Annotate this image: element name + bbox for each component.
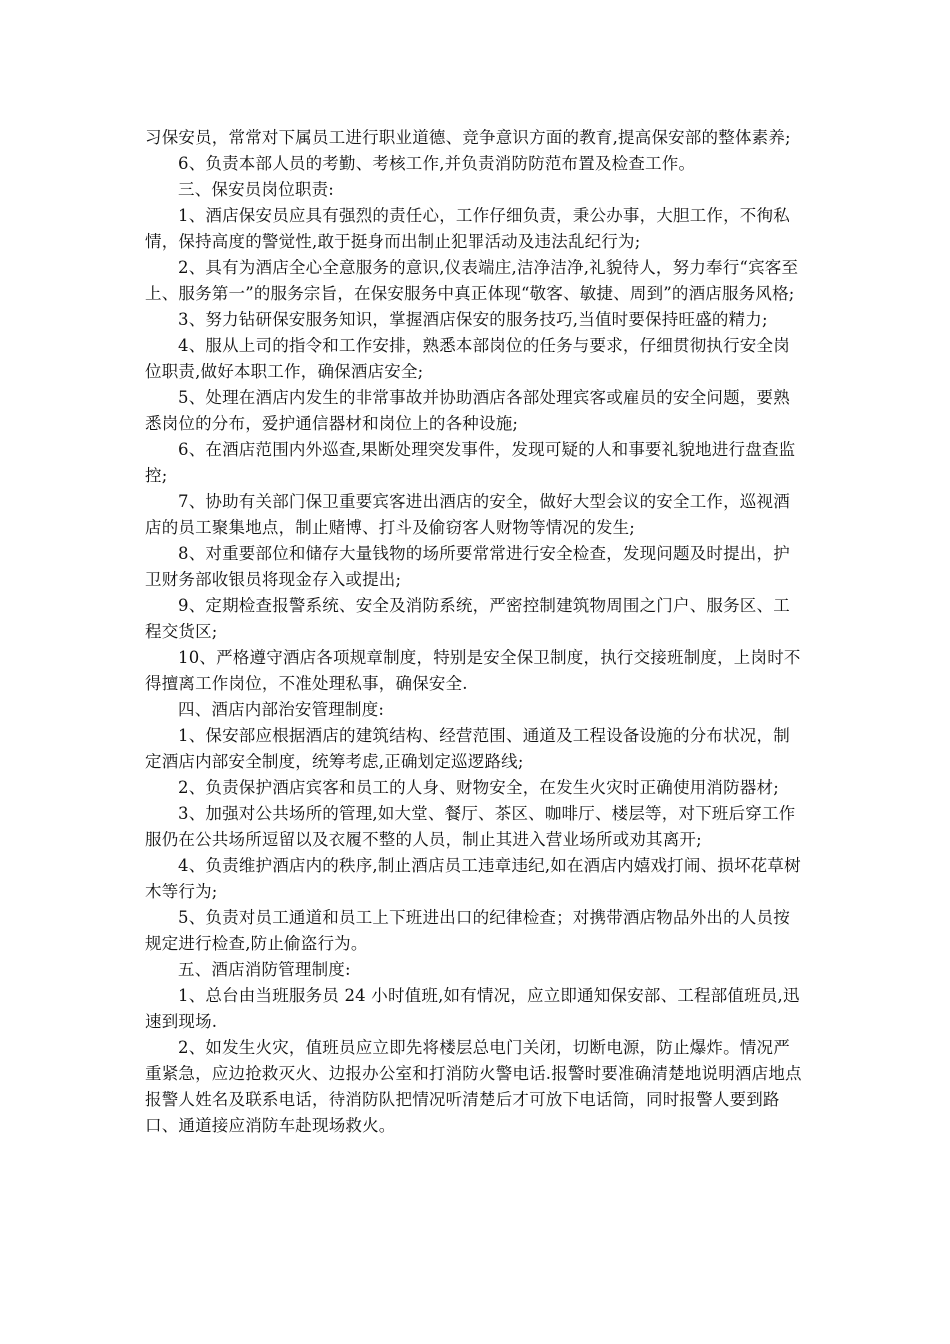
paragraph: 四、酒店内部治安管理制度: bbox=[178, 700, 385, 719]
paragraph: 9、定期检查报警系统、安全及消防系统，严密控制建筑物周围之门户、服务区、工程交货区; bbox=[145, 596, 790, 641]
paragraph: 1、总台由当班服务员 24 小时值班,如有情况，应立即通知保安部、工程部值班员,迅速到现场. bbox=[145, 986, 800, 1031]
paragraph: 2、具有为酒店全心全意服务的意识,仪表端庄,洁净洁净,礼貌待人，努力奉行“宾客至上、服务第一”的服务宗旨，在保安服务中真正体现“敬客、敏捷、周到”的酒店服务风格; bbox=[145, 258, 799, 303]
paragraph: 1、酒店保安员应具有强烈的责任心，工作仔细负责，秉公办事，大胆工作，不徇私情，保持高度的警觉性,敢于挺身而出制止犯罪活动及违法乱纪行为; bbox=[145, 206, 790, 251]
paragraph: 1、保安部应根据酒店的建筑结构、经营范围、通道及工程设备设施的分布状况，制定酒店内部安全制度，统筹考虑,正确划定巡逻路线; bbox=[145, 726, 790, 771]
paragraph: 8、对重要部位和储存大量钱物的场所要常常进行安全检查，发现问题及时提出，护卫财务部收银员将现金存入或提出; bbox=[145, 544, 790, 589]
paragraph: 五、酒店消防管理制度: bbox=[178, 960, 351, 979]
paragraph: 三、保安员岗位职责: bbox=[178, 180, 335, 199]
paragraph: 4、负责维护酒店内的秩序,制止酒店员工违章违纪,如在酒店内嬉戏打闹、损坏花草树木等行为; bbox=[145, 856, 801, 901]
document-body bbox=[145, 125, 805, 1139]
paragraph: 7、协助有关部门保卫重要宾客进出酒店的安全，做好大型会议的安全工作，巡视酒店的员工聚集地点，制止赌博、打斗及偷窃客人财物等情况的发生; bbox=[145, 492, 790, 537]
paragraph: 6、负责本部人员的考勤、考核工作,并负责消防防范布置及检查工作。 bbox=[178, 154, 696, 173]
paragraph: 3、加强对公共场所的管理,如大堂、餐厅、茶区、咖啡厅、楼层等，对下班后穿工作服仍在公共场所逗留以及衣履不整的人员，制止其进入营业场所或劝其离开; bbox=[145, 804, 796, 849]
paragraph: 2、如发生火灾，值班员应立即先将楼层总电门关闭，切断电源，防止爆炸。情况严重紧急，应边抢救灭火、边报办公室和打消防火警电话.报警时要准确清楚地说明酒店地点报警人姓名及联系电话，待消防队把情况听清楚后才可放下电话筒，同时报警人要到路口、通道接应消防车赴现场救火。 bbox=[145, 1038, 802, 1135]
paragraph: 2、负责保护酒店宾客和员工的人身、财物安全，在发生火灾时正确使用消防器材; bbox=[178, 778, 779, 797]
paragraph: 4、服从上司的指令和工作安排，熟悉本部岗位的任务与要求，仔细贯彻执行安全岗位职责,做好本职工作，确保酒店安全; bbox=[145, 336, 790, 381]
paragraph: 3、努力钻研保安服务知识，掌握酒店保安的服务技巧,当值时要保持旺盛的精力; bbox=[178, 310, 768, 329]
paragraph: 习保安员，常常对下属员工进行职业道德、竞争意识方面的教育,提高保安部的整体素养; bbox=[145, 128, 791, 147]
paragraph: 6、在酒店范围内外巡查,果断处理突发事件，发现可疑的人和事要礼貌地进行盘查监控; bbox=[145, 440, 796, 485]
paragraph: 10、严格遵守酒店各项规章制度，特别是安全保卫制度，执行交接班制度，上岗时不得擅离工作岗位，不准处理私事，确保安全. bbox=[145, 648, 801, 693]
paragraph: 5、负责对员工通道和员工上下班进出口的纪律检查；对携带酒店物品外出的人员按规定进行检查,防止偷盗行为。 bbox=[145, 908, 790, 953]
paragraph: 5、处理在酒店内发生的非常事故并协助酒店各部处理宾客或雇员的安全问题，要熟悉岗位的分布，爱护通信器材和岗位上的各种设施; bbox=[145, 388, 790, 433]
